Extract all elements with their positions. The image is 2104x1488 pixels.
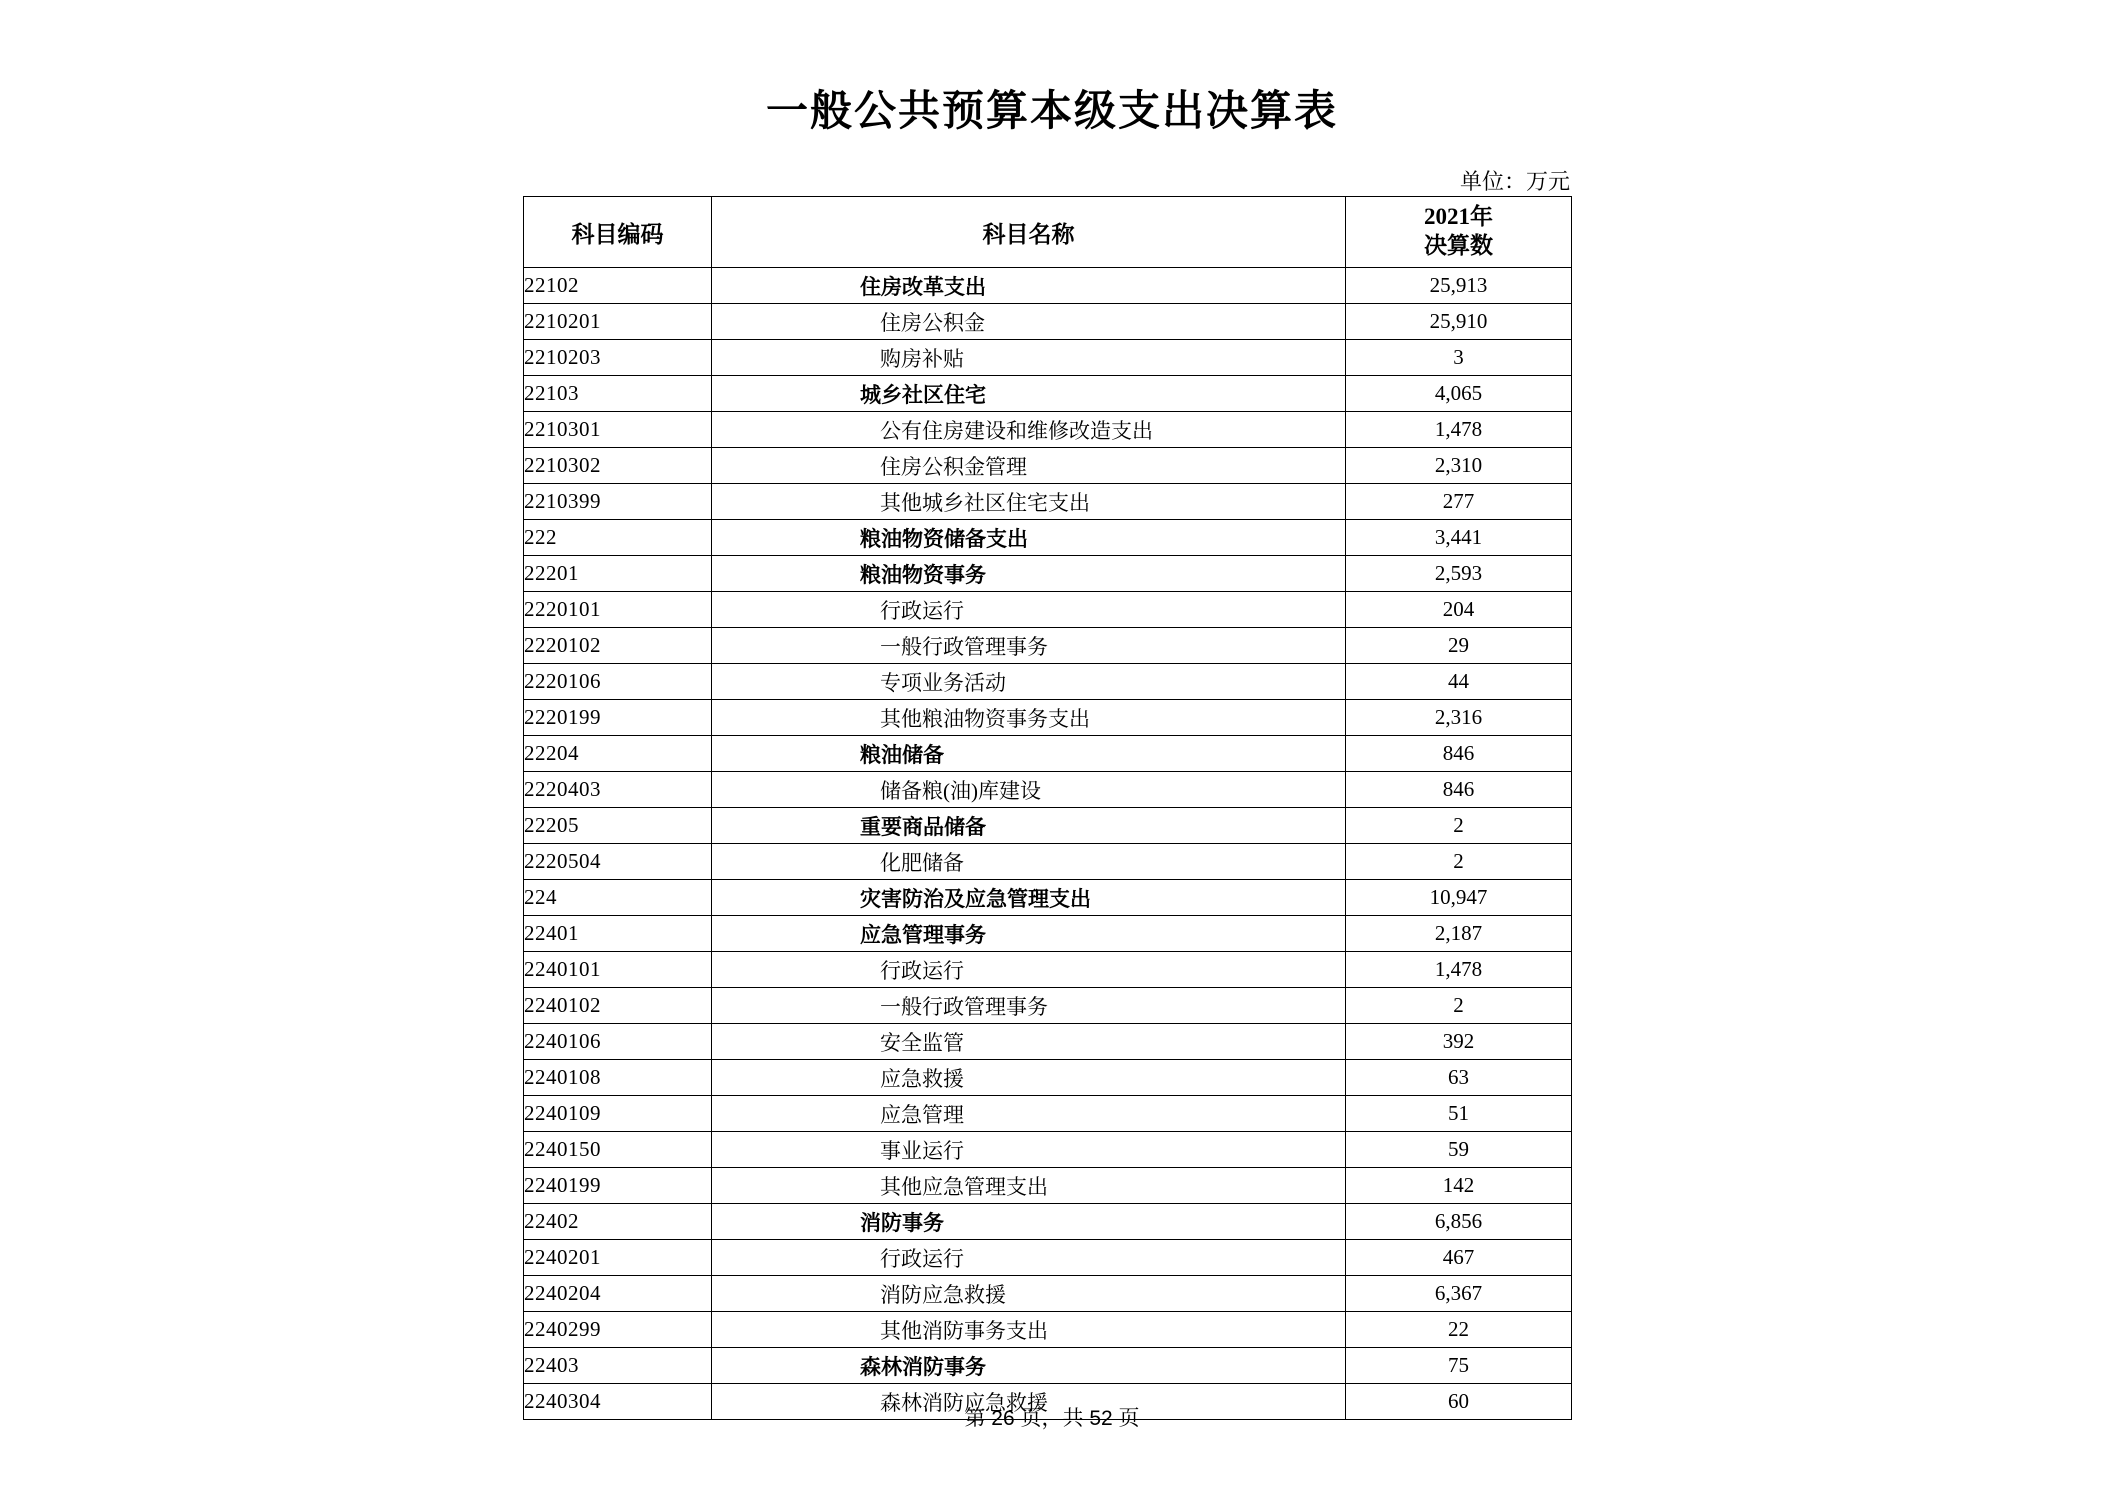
cell-name [712, 916, 1346, 952]
table-row [524, 772, 1572, 808]
cell-name [712, 1132, 1346, 1168]
cell-code: 2220199 [524, 700, 712, 736]
cell-code: 22103 [524, 376, 712, 412]
table-row [524, 916, 1572, 952]
cell-name-text: 粮油物资储备支出 [860, 526, 1028, 551]
cell-code: 2210201 [524, 304, 712, 340]
cell-name-text: 行政运行 [880, 598, 964, 623]
cell-code: 2240101 [524, 952, 712, 988]
cell-amount: 25,913 [1346, 268, 1572, 304]
cell-name-text: 储备粮(油)库建设 [880, 778, 1041, 803]
cell-amount: 2,593 [1346, 556, 1572, 592]
cell-name-text: 应急管理 [880, 1102, 964, 1127]
cell-amount: 846 [1346, 736, 1572, 772]
cell-name [712, 1096, 1346, 1132]
cell-amount: 4,065 [1346, 376, 1572, 412]
cell-name [712, 700, 1346, 736]
cell-code: 2210203 [524, 340, 712, 376]
cell-amount: 59 [1346, 1132, 1572, 1168]
cell-name-text: 一般行政管理事务 [880, 994, 1048, 1019]
cell-name-text: 粮油物资事务 [860, 562, 986, 587]
cell-code: 2240199 [524, 1168, 712, 1204]
cell-name-text: 其他城乡社区住宅支出 [880, 490, 1090, 515]
table-row [524, 376, 1572, 412]
table-row [524, 700, 1572, 736]
cell-name-text: 专项业务活动 [880, 670, 1006, 695]
cell-name [712, 664, 1346, 700]
cell-code: 2240201 [524, 1240, 712, 1276]
cell-name-text: 住房改革支出 [860, 274, 986, 299]
cell-code: 2240106 [524, 1024, 712, 1060]
cell-name [712, 412, 1346, 448]
cell-name [712, 844, 1346, 880]
cell-amount: 25,910 [1346, 304, 1572, 340]
cell-amount: 29 [1346, 628, 1572, 664]
column-header-amount-label: 决算数 [1424, 233, 1493, 258]
cell-code: 2220101 [524, 592, 712, 628]
cell-code: 2240304 [524, 1384, 712, 1420]
cell-name-text: 森林消防事务 [860, 1354, 986, 1379]
budget-table [523, 196, 1572, 1420]
cell-name [712, 952, 1346, 988]
cell-code: 222 [524, 520, 712, 556]
cell-amount: 6,856 [1346, 1204, 1572, 1240]
table-row [524, 1276, 1572, 1312]
cell-amount: 75 [1346, 1348, 1572, 1384]
cell-name-text: 粮油储备 [860, 742, 944, 767]
cell-code: 22205 [524, 808, 712, 844]
cell-name-text: 城乡社区住宅 [860, 382, 986, 407]
cell-name-text: 应急救援 [880, 1066, 964, 1091]
cell-name-text: 购房补贴 [880, 346, 964, 371]
cell-code: 2220504 [524, 844, 712, 880]
table-row [524, 1132, 1572, 1168]
cell-name [712, 1312, 1346, 1348]
cell-code: 2220102 [524, 628, 712, 664]
cell-name [712, 268, 1346, 304]
cell-code: 2240108 [524, 1060, 712, 1096]
table-header-row [524, 197, 1572, 268]
cell-name [712, 772, 1346, 808]
cell-amount: 467 [1346, 1240, 1572, 1276]
cell-name [712, 520, 1346, 556]
cell-amount: 2 [1346, 988, 1572, 1024]
cell-name-text: 其他应急管理支出 [880, 1174, 1048, 1199]
table-row [524, 628, 1572, 664]
cell-name [712, 628, 1346, 664]
cell-name [712, 376, 1346, 412]
cell-amount: 22 [1346, 1312, 1572, 1348]
table-row [524, 304, 1572, 340]
cell-name [712, 304, 1346, 340]
table-row [524, 736, 1572, 772]
cell-amount: 2 [1346, 844, 1572, 880]
cell-code: 22204 [524, 736, 712, 772]
cell-name [712, 988, 1346, 1024]
cell-code: 22403 [524, 1348, 712, 1384]
cell-name [712, 736, 1346, 772]
cell-code: 2240204 [524, 1276, 712, 1312]
cell-name-text: 化肥储备 [880, 850, 964, 875]
table-row [524, 592, 1572, 628]
column-header-name: 科目名称 [712, 197, 1346, 268]
table-row [524, 664, 1572, 700]
cell-name [712, 448, 1346, 484]
cell-name [712, 1348, 1346, 1384]
cell-amount: 1,478 [1346, 412, 1572, 448]
cell-amount: 10,947 [1346, 880, 1572, 916]
cell-code: 22201 [524, 556, 712, 592]
table-row [524, 808, 1572, 844]
column-header-code: 科目编码 [524, 197, 712, 268]
table-row [524, 1096, 1572, 1132]
cell-amount: 6,367 [1346, 1276, 1572, 1312]
cell-amount: 142 [1346, 1168, 1572, 1204]
cell-code: 2240299 [524, 1312, 712, 1348]
cell-name [712, 1204, 1346, 1240]
cell-amount: 60 [1346, 1384, 1572, 1420]
table-row [524, 1168, 1572, 1204]
table-row [524, 520, 1572, 556]
cell-name-text: 森林消防应急救援 [880, 1390, 1048, 1415]
page-footer: 第 26 页，共 52 页 [964, 1407, 1140, 1430]
table-row [524, 412, 1572, 448]
cell-amount: 392 [1346, 1024, 1572, 1060]
cell-code: 22102 [524, 268, 712, 304]
cell-name [712, 1240, 1346, 1276]
table-row [524, 988, 1572, 1024]
cell-name-text: 重要商品储备 [860, 814, 986, 839]
cell-name [712, 592, 1346, 628]
cell-code: 22401 [524, 916, 712, 952]
table-row [524, 1312, 1572, 1348]
cell-code: 2240150 [524, 1132, 712, 1168]
table-row [524, 268, 1572, 304]
cell-name-text: 灾害防治及应急管理支出 [860, 886, 1091, 911]
cell-name-text: 其他消防事务支出 [880, 1318, 1048, 1343]
cell-amount: 2,310 [1346, 448, 1572, 484]
cell-name [712, 880, 1346, 916]
cell-name [712, 1168, 1346, 1204]
cell-name-text: 消防应急救援 [880, 1282, 1006, 1307]
cell-amount: 846 [1346, 772, 1572, 808]
table-row [524, 1204, 1572, 1240]
cell-name [712, 1276, 1346, 1312]
table-row [524, 1240, 1572, 1276]
cell-code: 2240109 [524, 1096, 712, 1132]
cell-amount: 2 [1346, 808, 1572, 844]
cell-name-text: 公有住房建设和维修改造支出 [880, 418, 1153, 443]
page-title: 一般公共预算本级支出决算表 [765, 87, 1338, 134]
cell-name-text: 行政运行 [880, 1246, 964, 1271]
cell-name [712, 484, 1346, 520]
cell-name-text: 其他粮油物资事务支出 [880, 706, 1090, 731]
cell-code: 2220106 [524, 664, 712, 700]
cell-amount: 44 [1346, 664, 1572, 700]
cell-amount: 1,478 [1346, 952, 1572, 988]
unit-label: 单位：万元 [1459, 169, 1570, 194]
cell-code: 224 [524, 880, 712, 916]
table-row [524, 952, 1572, 988]
budget-table-container [523, 196, 1571, 1420]
table-header [524, 197, 1572, 268]
cell-amount: 2,187 [1346, 916, 1572, 952]
cell-code: 2210301 [524, 412, 712, 448]
cell-name-text: 安全监管 [880, 1030, 964, 1055]
cell-amount: 63 [1346, 1060, 1572, 1096]
cell-name-text: 消防事务 [860, 1210, 944, 1235]
cell-code: 2220403 [524, 772, 712, 808]
cell-name [712, 1024, 1346, 1060]
table-row [524, 448, 1572, 484]
cell-amount: 2,316 [1346, 700, 1572, 736]
cell-amount: 204 [1346, 592, 1572, 628]
table-row [524, 340, 1572, 376]
cell-code: 2210302 [524, 448, 712, 484]
cell-name [712, 340, 1346, 376]
cell-amount: 277 [1346, 484, 1572, 520]
table-row [524, 1060, 1572, 1096]
table-row [524, 1024, 1572, 1060]
cell-name-text: 住房公积金 [880, 310, 985, 335]
table-row [524, 484, 1572, 520]
cell-name-text: 一般行政管理事务 [880, 634, 1048, 659]
table-row [524, 556, 1572, 592]
cell-code: 22402 [524, 1204, 712, 1240]
cell-code: 2240102 [524, 988, 712, 1024]
table-row [524, 880, 1572, 916]
cell-name-text: 行政运行 [880, 958, 964, 983]
cell-amount: 51 [1346, 1096, 1572, 1132]
cell-name-text: 应急管理事务 [860, 922, 986, 947]
cell-name [712, 556, 1346, 592]
cell-name-text: 住房公积金管理 [880, 454, 1027, 479]
cell-amount: 3 [1346, 340, 1572, 376]
cell-code: 2210399 [524, 484, 712, 520]
table-body [524, 268, 1572, 1420]
cell-amount: 3,441 [1346, 520, 1572, 556]
column-header-amount-year: 2021年 [1424, 204, 1493, 230]
column-header-amount [1346, 197, 1572, 268]
cell-name [712, 1060, 1346, 1096]
cell-name [712, 808, 1346, 844]
table-row [524, 1348, 1572, 1384]
cell-name-text: 事业运行 [880, 1138, 964, 1163]
table-row [524, 844, 1572, 880]
